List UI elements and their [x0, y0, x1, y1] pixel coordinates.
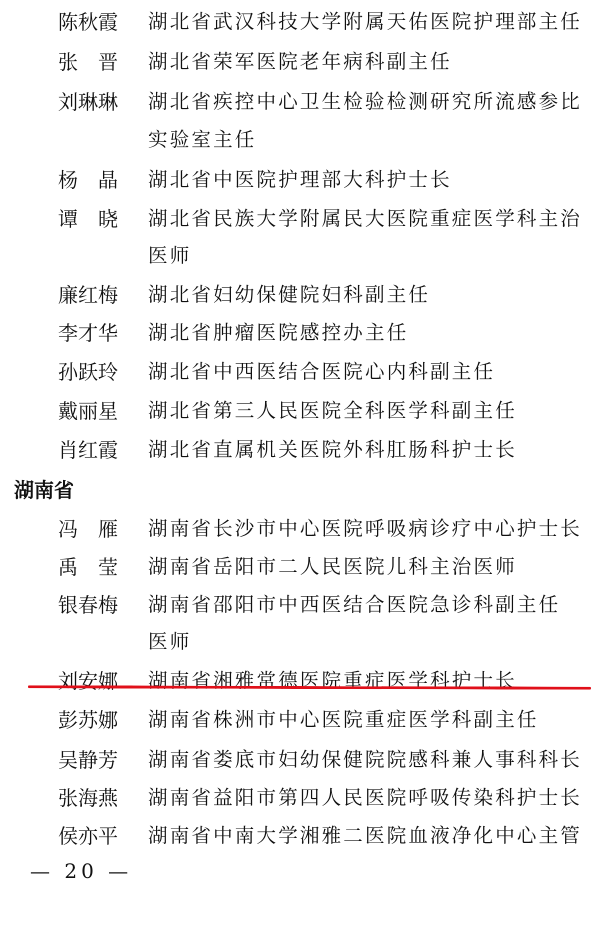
person-title: 湖北省中医院护理部大科护士长: [148, 168, 452, 191]
person-name: 张 晋: [58, 50, 118, 74]
person-title: 湖北省第三人民医院全科医学科副主任: [148, 399, 517, 422]
person-title: 湖南省中南大学湘雅二医院血液净化中心主管: [148, 824, 583, 847]
person-name: 张海燕: [58, 786, 118, 810]
person-title: 湖北省中西医结合医院心内科副主任: [148, 360, 496, 383]
person-title-continued: 医师: [148, 244, 192, 267]
person-title: 湖北省民族大学附属民大医院重症医学科主治: [148, 207, 583, 230]
person-title: 湖北省直属机关医院外科肛肠科护士长: [148, 438, 517, 461]
person-name: 杨 晶: [58, 168, 118, 192]
person-name: 孙跃玲: [58, 360, 118, 384]
person-title: 湖北省武汉科技大学附属天佑医院护理部主任: [148, 10, 583, 33]
person-name: 李才华: [58, 321, 118, 345]
person-name: 冯 雁: [58, 517, 118, 541]
person-title-continued: 医师: [148, 630, 192, 653]
person-title: 湖北省荣军医院老年病科副主任: [148, 50, 452, 73]
person-name: 吴静芳: [58, 748, 118, 772]
person-name: 戴丽星: [58, 399, 118, 423]
person-title: 湖南省益阳市第四人民医院呼吸传染科护士长: [148, 786, 583, 809]
person-name: 谭 晓: [58, 207, 118, 231]
person-title: 湖南省长沙市中心医院呼吸病诊疗中心护士长: [148, 517, 583, 540]
person-name: 肖红霞: [58, 438, 118, 462]
person-name: 彭苏娜: [58, 708, 118, 732]
person-name: 廉红梅: [58, 283, 118, 307]
person-title: 湖北省妇幼保健院妇科副主任: [148, 283, 431, 306]
person-name: 刘安娜: [58, 669, 118, 693]
person-title: 湖南省邵阳市中西医结合医院急诊科副主任: [148, 593, 561, 616]
person-name: 刘琳琳: [58, 90, 118, 114]
person-name: 银春梅: [58, 593, 118, 617]
person-title: 湖北省疾控中心卫生检验检测研究所流感参比: [148, 90, 583, 113]
person-name: 禹 莹: [58, 555, 118, 579]
person-title: 湖南省湘雅常德医院重症医学科护士长: [148, 669, 517, 692]
person-name: 侯亦平: [58, 824, 118, 848]
person-name: 陈秋霞: [58, 10, 118, 34]
person-title: 湖南省岳阳市二人民医院儿科主治医师: [148, 555, 517, 578]
person-title: 湖南省株洲市中心医院重症医学科副主任: [148, 708, 539, 731]
person-title-continued: 实验室主任: [148, 128, 257, 151]
page-number: — 20 —: [30, 859, 133, 883]
province-heading: 湖南省: [14, 478, 74, 502]
person-title: 湖北省肿瘤医院感控办主任: [148, 321, 409, 344]
person-title: 湖南省娄底市妇幼保健院院感科兼人事科科长: [148, 748, 583, 771]
